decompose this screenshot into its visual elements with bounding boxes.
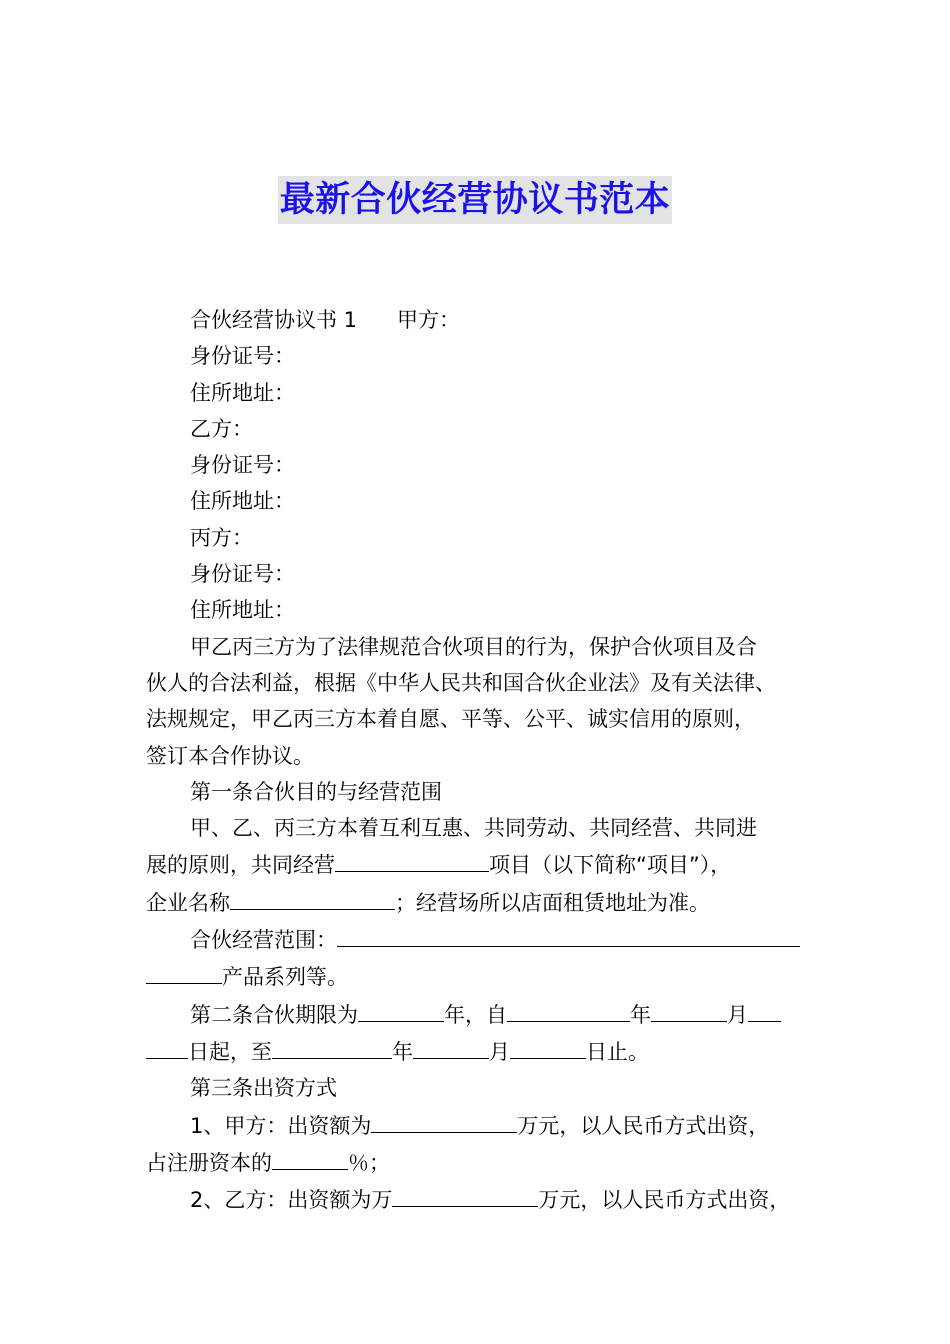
- text: 万元，以人民币方式出资，: [538, 1188, 791, 1213]
- line-party-b-id: 身份证号：: [190, 453, 295, 478]
- contribution-b-blank: [392, 1181, 538, 1207]
- text: 年: [392, 1039, 413, 1064]
- text: 第二条合伙期限为: [190, 1002, 358, 1027]
- start-day-blank-cont: [146, 1033, 188, 1059]
- scope-blank-cont: [146, 958, 222, 984]
- text: 合伙经营范围：: [190, 928, 337, 953]
- start-year-blank: [507, 996, 630, 1022]
- article-1-heading: 第一条合伙目的与经营范围: [190, 779, 442, 804]
- party-a-label: 甲方：: [397, 308, 461, 332]
- text: 万元，以人民币方式出资，: [517, 1113, 770, 1138]
- line-party-a-id: 身份证号：: [190, 344, 295, 369]
- text: 日起，至: [188, 1039, 272, 1064]
- line-agreement-title: [146, 302, 816, 338]
- text: 展的原则，共同经营: [146, 853, 335, 878]
- contribution-a-line-1: [146, 1107, 816, 1144]
- article-1-line-2: [146, 846, 816, 883]
- share-a-blank: [272, 1144, 348, 1170]
- text: ；经营场所以店面租赁地址为准。: [395, 890, 710, 915]
- text: 年，自: [444, 1002, 507, 1027]
- preamble-line-3: 法规规定，甲乙丙三方本着自愿、平等、公平、诚实信用的原则，: [146, 707, 755, 732]
- text: 月: [489, 1039, 510, 1064]
- agreement-heading: 合伙经营协议书 1: [190, 308, 358, 332]
- company-name-blank: [230, 884, 395, 910]
- line-party-b-address: 住所地址：: [190, 489, 295, 514]
- start-month-blank: [651, 996, 727, 1022]
- contribution-b-line-1: [146, 1181, 816, 1218]
- contribution-a-blank: [371, 1107, 517, 1133]
- text: ％；: [348, 1150, 390, 1175]
- text: 占注册资本的: [146, 1150, 272, 1175]
- scope-blank: [337, 921, 800, 947]
- document-body: [146, 302, 816, 1218]
- text: 企业名称: [146, 890, 230, 915]
- preamble-line-1: 甲乙丙三方为了法律规范合伙项目的行为，保护合伙项目及合: [190, 634, 757, 659]
- preamble-line-4: 签订本合作协议。: [146, 743, 314, 768]
- line-party-c-address: 住所地址：: [190, 598, 295, 623]
- text: 年: [630, 1002, 651, 1027]
- article-2-line-1: [146, 996, 816, 1033]
- contribution-a-line-2: [146, 1144, 816, 1181]
- text: 月: [727, 1002, 748, 1027]
- scope-line-1: [146, 921, 816, 958]
- line-party-b: 乙方：: [190, 416, 253, 441]
- text: 2、乙方：出资额为万: [190, 1188, 393, 1213]
- article-1-line-3: [146, 884, 816, 921]
- article-3-heading: 第三条出资方式: [190, 1076, 337, 1101]
- title-wrap: [0, 176, 950, 224]
- article-1-line-1: 甲、乙、丙三方本着互利互惠、共同劳动、共同经营、共同进: [190, 816, 757, 841]
- text: 日止。: [586, 1039, 649, 1064]
- years-blank: [358, 996, 444, 1022]
- line-party-a-address: 住所地址：: [190, 380, 295, 405]
- preamble-line-2: 伙人的合法利益，根据《中华人民共和国合伙企业法》及有关法律、: [146, 670, 776, 695]
- end-year-blank: [272, 1033, 392, 1059]
- scope-line-2: [146, 958, 816, 995]
- document-title: 最新合伙经营协议书范本: [278, 176, 673, 224]
- line-party-c: 丙方：: [190, 525, 253, 550]
- text: 产品系列等。: [222, 965, 348, 990]
- end-day-blank: [510, 1033, 586, 1059]
- article-2-line-2: [146, 1033, 816, 1070]
- end-month-blank: [413, 1033, 489, 1059]
- start-day-blank: [748, 996, 781, 1022]
- project-blank: [335, 846, 489, 872]
- text: 1、甲方：出资额为: [190, 1113, 372, 1138]
- line-party-c-id: 身份证号：: [190, 562, 295, 587]
- text: 项目（以下简称“项目”），: [489, 853, 732, 878]
